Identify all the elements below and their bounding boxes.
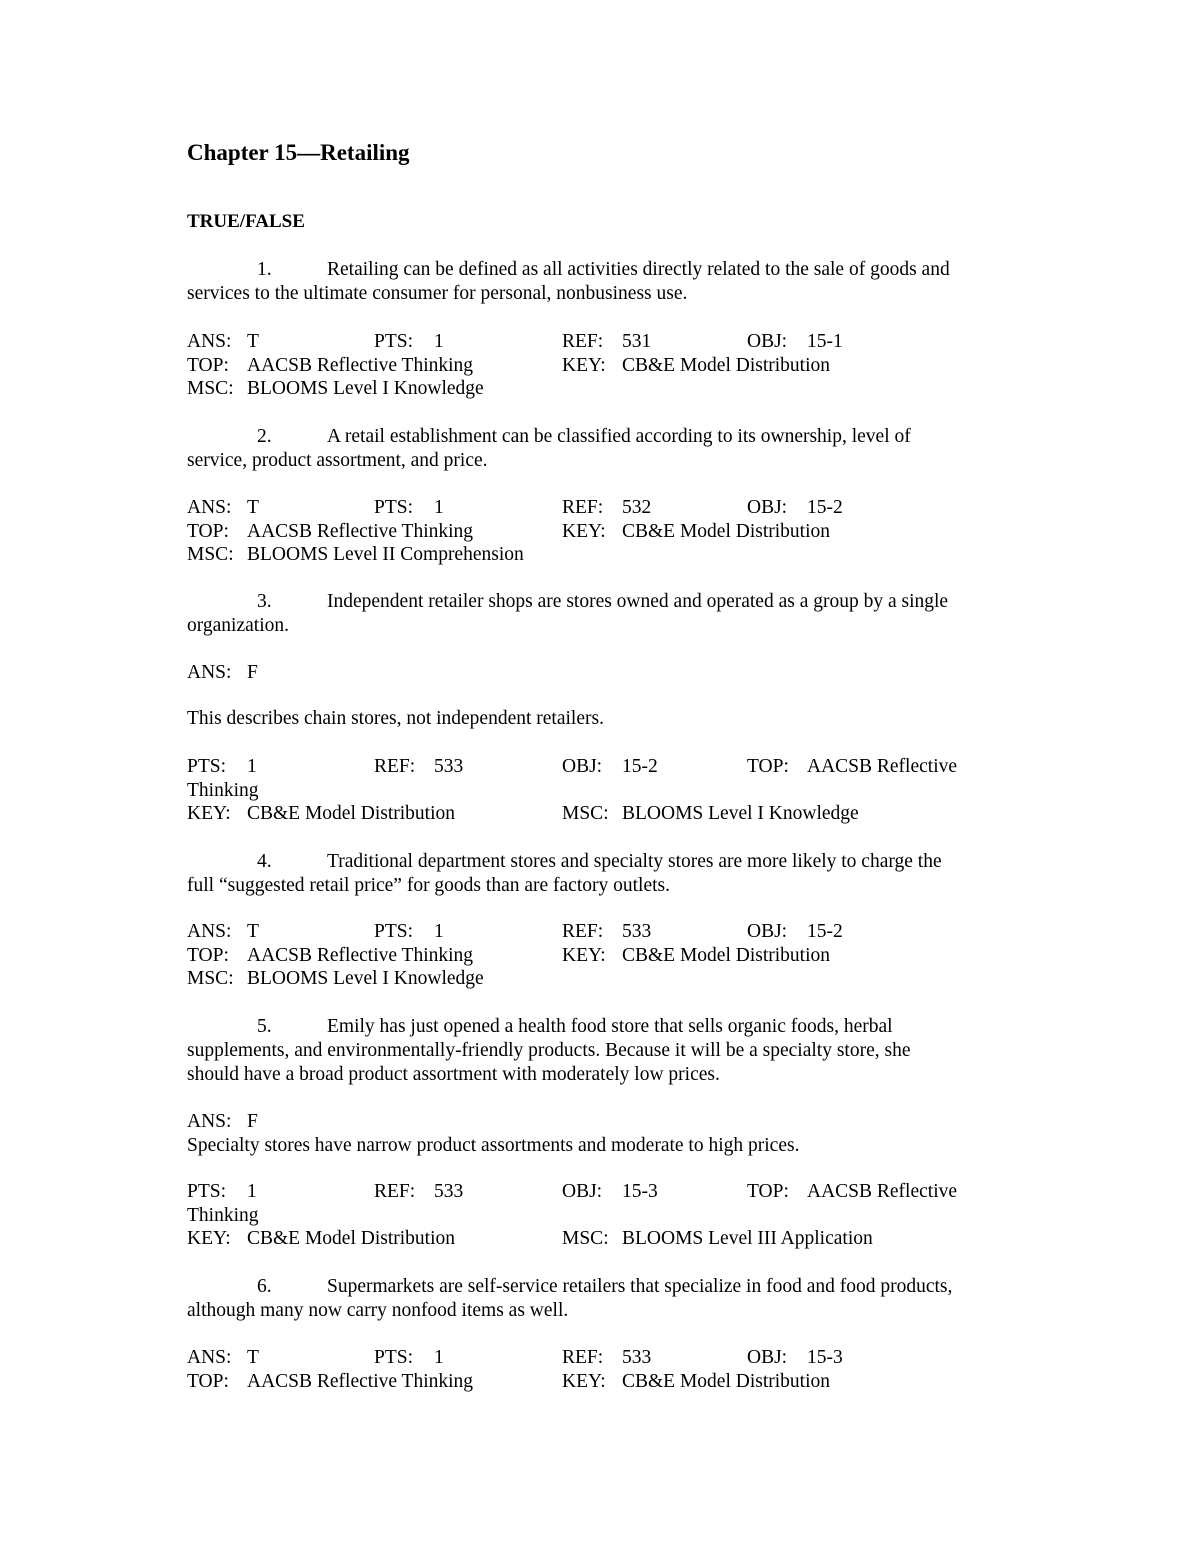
obj-label: OBJ: (747, 921, 788, 942)
ans-label: ANS: (187, 1347, 232, 1368)
question-number: 1. (257, 259, 272, 280)
ans-value: F (247, 662, 258, 683)
top-label: TOP: (747, 1181, 789, 1202)
key-value: CB&E Model Distribution (622, 1370, 831, 1392)
top-label: TOP: (187, 354, 229, 376)
explanation-3: This describes chain stores, not independent retailers. (187, 708, 604, 729)
question-text-line: full “suggested retail price” for goods than are factory outlets. (187, 875, 670, 896)
ref-value: 533 (434, 1181, 464, 1202)
ref-label: REF: (562, 1347, 604, 1368)
pts-label: PTS: (374, 921, 414, 942)
question-number: 3. (257, 591, 272, 612)
ans-label: ANS: (187, 497, 232, 518)
ref-label: REF: (374, 756, 416, 777)
answer-meta-5 (187, 1180, 1017, 1251)
obj-label: OBJ: (747, 331, 788, 352)
ref-value: 533 (434, 756, 464, 777)
msc-label: MSC: (187, 544, 234, 565)
question-3 (187, 590, 1017, 638)
ref-label: REF: (374, 1181, 416, 1202)
question-text-line: A retail establishment can be classified according to its ownership, level of (327, 426, 911, 447)
msc-value: BLOOMS Level II Comprehension (247, 544, 524, 565)
top-label: TOP: (187, 520, 229, 542)
key-label: KEY: (562, 1370, 606, 1392)
key-value: CB&E Model Distribution (247, 803, 456, 824)
top-value: AACSB Reflective Thinking (247, 520, 474, 542)
pts-value: 1 (247, 756, 257, 777)
question-1 (187, 258, 1017, 306)
ref-value: 533 (622, 1347, 652, 1368)
ans-label: ANS: (187, 1111, 232, 1132)
obj-value: 15-2 (622, 756, 658, 777)
ans-label: ANS: (187, 331, 232, 352)
msc-value: BLOOMS Level I Knowledge (247, 378, 484, 399)
key-label: KEY: (562, 520, 606, 542)
question-text-line: services to the ultimate consumer for personal, nonbusiness use. (187, 283, 688, 304)
pts-label: PTS: (374, 1347, 414, 1368)
msc-label: MSC: (187, 378, 234, 399)
question-text-line: Supermarkets are self-service retailers that specialize in food and food products, (327, 1276, 953, 1297)
key-label: KEY: (187, 1228, 231, 1249)
question-5 (187, 1015, 1017, 1087)
top-label: TOP: (187, 1370, 229, 1392)
top-value: AACSB Reflective (807, 1181, 958, 1202)
pts-label: PTS: (374, 331, 414, 352)
question-2 (187, 425, 1017, 473)
pts-value: 1 (434, 921, 444, 942)
msc-label: MSC: (562, 803, 609, 824)
answer-meta-4 (187, 920, 1017, 991)
ans-value: T (247, 1347, 259, 1368)
ref-label: REF: (562, 331, 604, 352)
question-6 (187, 1275, 1017, 1323)
ref-value: 533 (622, 921, 652, 942)
ans-label: ANS: (187, 662, 232, 683)
top-label: TOP: (747, 756, 789, 777)
explanation-5: Specialty stores have narrow product assortments and moderate to high prices. (187, 1135, 800, 1156)
key-value: CB&E Model Distribution (622, 520, 831, 542)
ans-value: T (247, 921, 259, 942)
question-text-line: Retailing can be defined as all activities directly related to the sale of goods and (327, 259, 950, 280)
section-heading: TRUE/FALSE (187, 211, 305, 232)
top-value: AACSB Reflective Thinking (247, 354, 474, 376)
obj-label: OBJ: (747, 497, 788, 518)
ans-value: F (247, 1111, 258, 1132)
key-value: CB&E Model Distribution (247, 1228, 456, 1249)
top-value: AACSB Reflective (807, 756, 958, 777)
pts-value: 1 (434, 1347, 444, 1368)
msc-value: BLOOMS Level I Knowledge (622, 803, 859, 824)
key-label: KEY: (187, 803, 231, 824)
key-value: CB&E Model Distribution (622, 944, 831, 966)
top-value: AACSB Reflective Thinking (247, 944, 474, 966)
question-text-line: should have a broad product assortment with moderately low prices. (187, 1064, 720, 1085)
obj-value: 15-3 (807, 1347, 843, 1368)
answer-3 (187, 661, 1017, 685)
pts-value: 1 (434, 331, 444, 352)
question-number: 4. (257, 851, 272, 872)
question-number: 6. (257, 1276, 272, 1297)
pts-label: PTS: (187, 1181, 227, 1202)
answer-meta-1 (187, 330, 1017, 401)
ref-label: REF: (562, 497, 604, 518)
question-number: 2. (257, 426, 272, 447)
ref-value: 532 (622, 497, 652, 518)
msc-value: BLOOMS Level III Application (622, 1228, 873, 1249)
top-value-wrap: Thinking (187, 1204, 259, 1226)
answer-meta-6 (187, 1346, 1017, 1393)
obj-label: OBJ: (747, 1347, 788, 1368)
question-text-line: supplements, and environmentally-friendly products. Because it will be a specialty store, she (187, 1040, 911, 1061)
ans-value: T (247, 331, 259, 352)
question-text-line: Traditional department stores and specialty stores are more likely to charge the (327, 851, 942, 872)
msc-label: MSC: (187, 968, 234, 989)
question-text-line: Emily has just opened a health food store that sells organic foods, herbal (327, 1016, 893, 1037)
question-text-line: although many now carry nonfood items as well. (187, 1300, 569, 1321)
key-label: KEY: (562, 354, 606, 376)
ans-label: ANS: (187, 921, 232, 942)
answer-meta-3 (187, 755, 1017, 826)
ref-label: REF: (562, 921, 604, 942)
msc-value: BLOOMS Level I Knowledge (247, 968, 484, 989)
obj-value: 15-2 (807, 921, 843, 942)
pts-value: 1 (434, 497, 444, 518)
ans-value: T (247, 497, 259, 518)
key-value: CB&E Model Distribution (622, 354, 831, 376)
answer-meta-2 (187, 496, 1017, 567)
obj-value: 15-2 (807, 497, 843, 518)
ref-value: 531 (622, 331, 652, 352)
chapter-title: Chapter 15—Retailing (187, 140, 410, 165)
obj-label: OBJ: (562, 1181, 603, 1202)
obj-value: 15-3 (622, 1181, 658, 1202)
msc-label: MSC: (562, 1228, 609, 1249)
obj-value: 15-1 (807, 331, 843, 352)
pts-label: PTS: (374, 497, 414, 518)
top-value-wrap: Thinking (187, 779, 259, 801)
top-label: TOP: (187, 944, 229, 966)
top-value: AACSB Reflective Thinking (247, 1370, 474, 1392)
question-text-line: service, product assortment, and price. (187, 450, 488, 471)
question-4 (187, 850, 1017, 898)
question-text-line: Independent retailer shops are stores owned and operated as a group by a single (327, 591, 949, 612)
key-label: KEY: (562, 944, 606, 966)
pts-label: PTS: (187, 756, 227, 777)
answer-5 (187, 1110, 1017, 1158)
obj-label: OBJ: (562, 756, 603, 777)
question-text-line: organization. (187, 615, 289, 636)
question-number: 5. (257, 1016, 272, 1037)
pts-value: 1 (247, 1181, 257, 1202)
